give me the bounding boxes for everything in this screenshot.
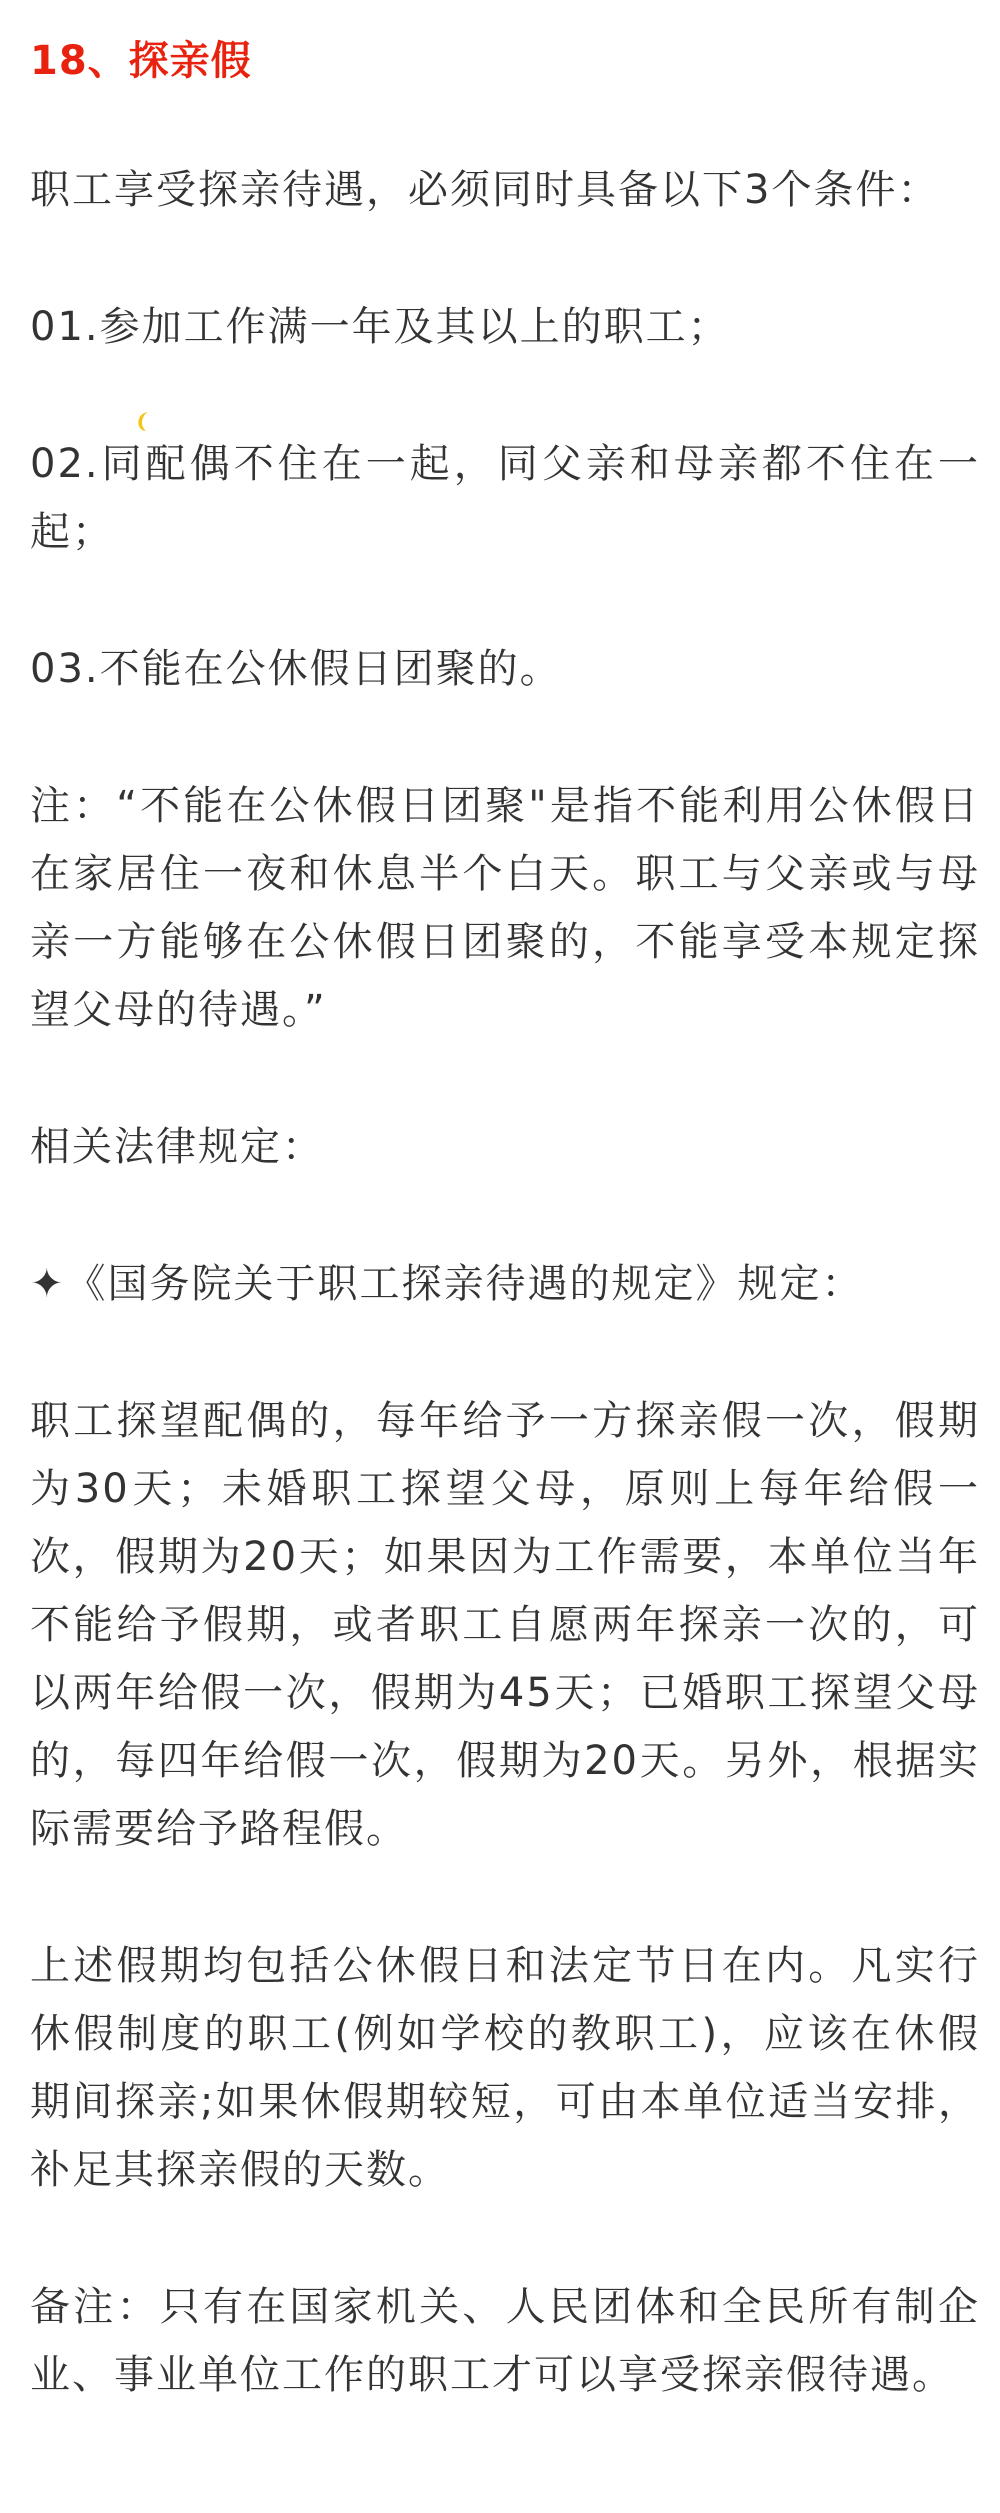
paragraph-regulation-heading: ✦《国务院关于职工探亲待遇的规定》规定： [30,1261,864,1307]
paragraph-condition-1: 01.参加工作满一年及其以上的职工； [30,304,730,350]
paragraph-regulation-body: 职工探望配偶的，每年给予一方探亲假一次，假期为30天；未婚职工探望父母，原则上每年给假一次，假期为20天；如果因为工作需要，本单位当年不能给予假期，或者职工自愿两年探亲一次的，可以两年给假一次，假期为45天；已婚职工探望父母的，每四年给假一次，假期为20天。另外，根据实际需要给予路程假。 [30,1398,980,1852]
article [30,30,980,2409]
crescent-cursor-icon [134,410,152,432]
paragraph-holidays: 上述假期均包括公休假日和法定节日在内。凡实行休假制度的职工(例如学校的教职工)，应该在休假期间探亲;如果休假期较短，可由本单位适当安排，补足其探亲假的天数。 [30,1943,980,2193]
paragraph-related-laws: 相关法律规定： [30,1124,324,1170]
article-title: 18、探亲假 [30,38,252,84]
paragraph-remark: 备注：只有在国家机关、人民团体和全民所有制企业、事业单位工作的职工才可以享受探亲假待遇。 [30,2284,980,2398]
paragraph-condition-3: 03.不能在公休假日团聚的。 [30,646,562,692]
paragraph-conditions-intro: 职工享受探亲待遇，必须同时具备以下3个条件： [30,167,940,213]
paragraph-note: 注：“不能在公休假日团聚"是指不能利用公休假日在家居住一夜和休息半个白天。职工与父亲或与母亲一方能够在公休假日团聚的，不能享受本规定探望父母的待遇。” [30,783,980,1033]
paragraph-condition-2: 02.同配偶不住在一起，同父亲和母亲都不住在一起； [30,441,980,555]
